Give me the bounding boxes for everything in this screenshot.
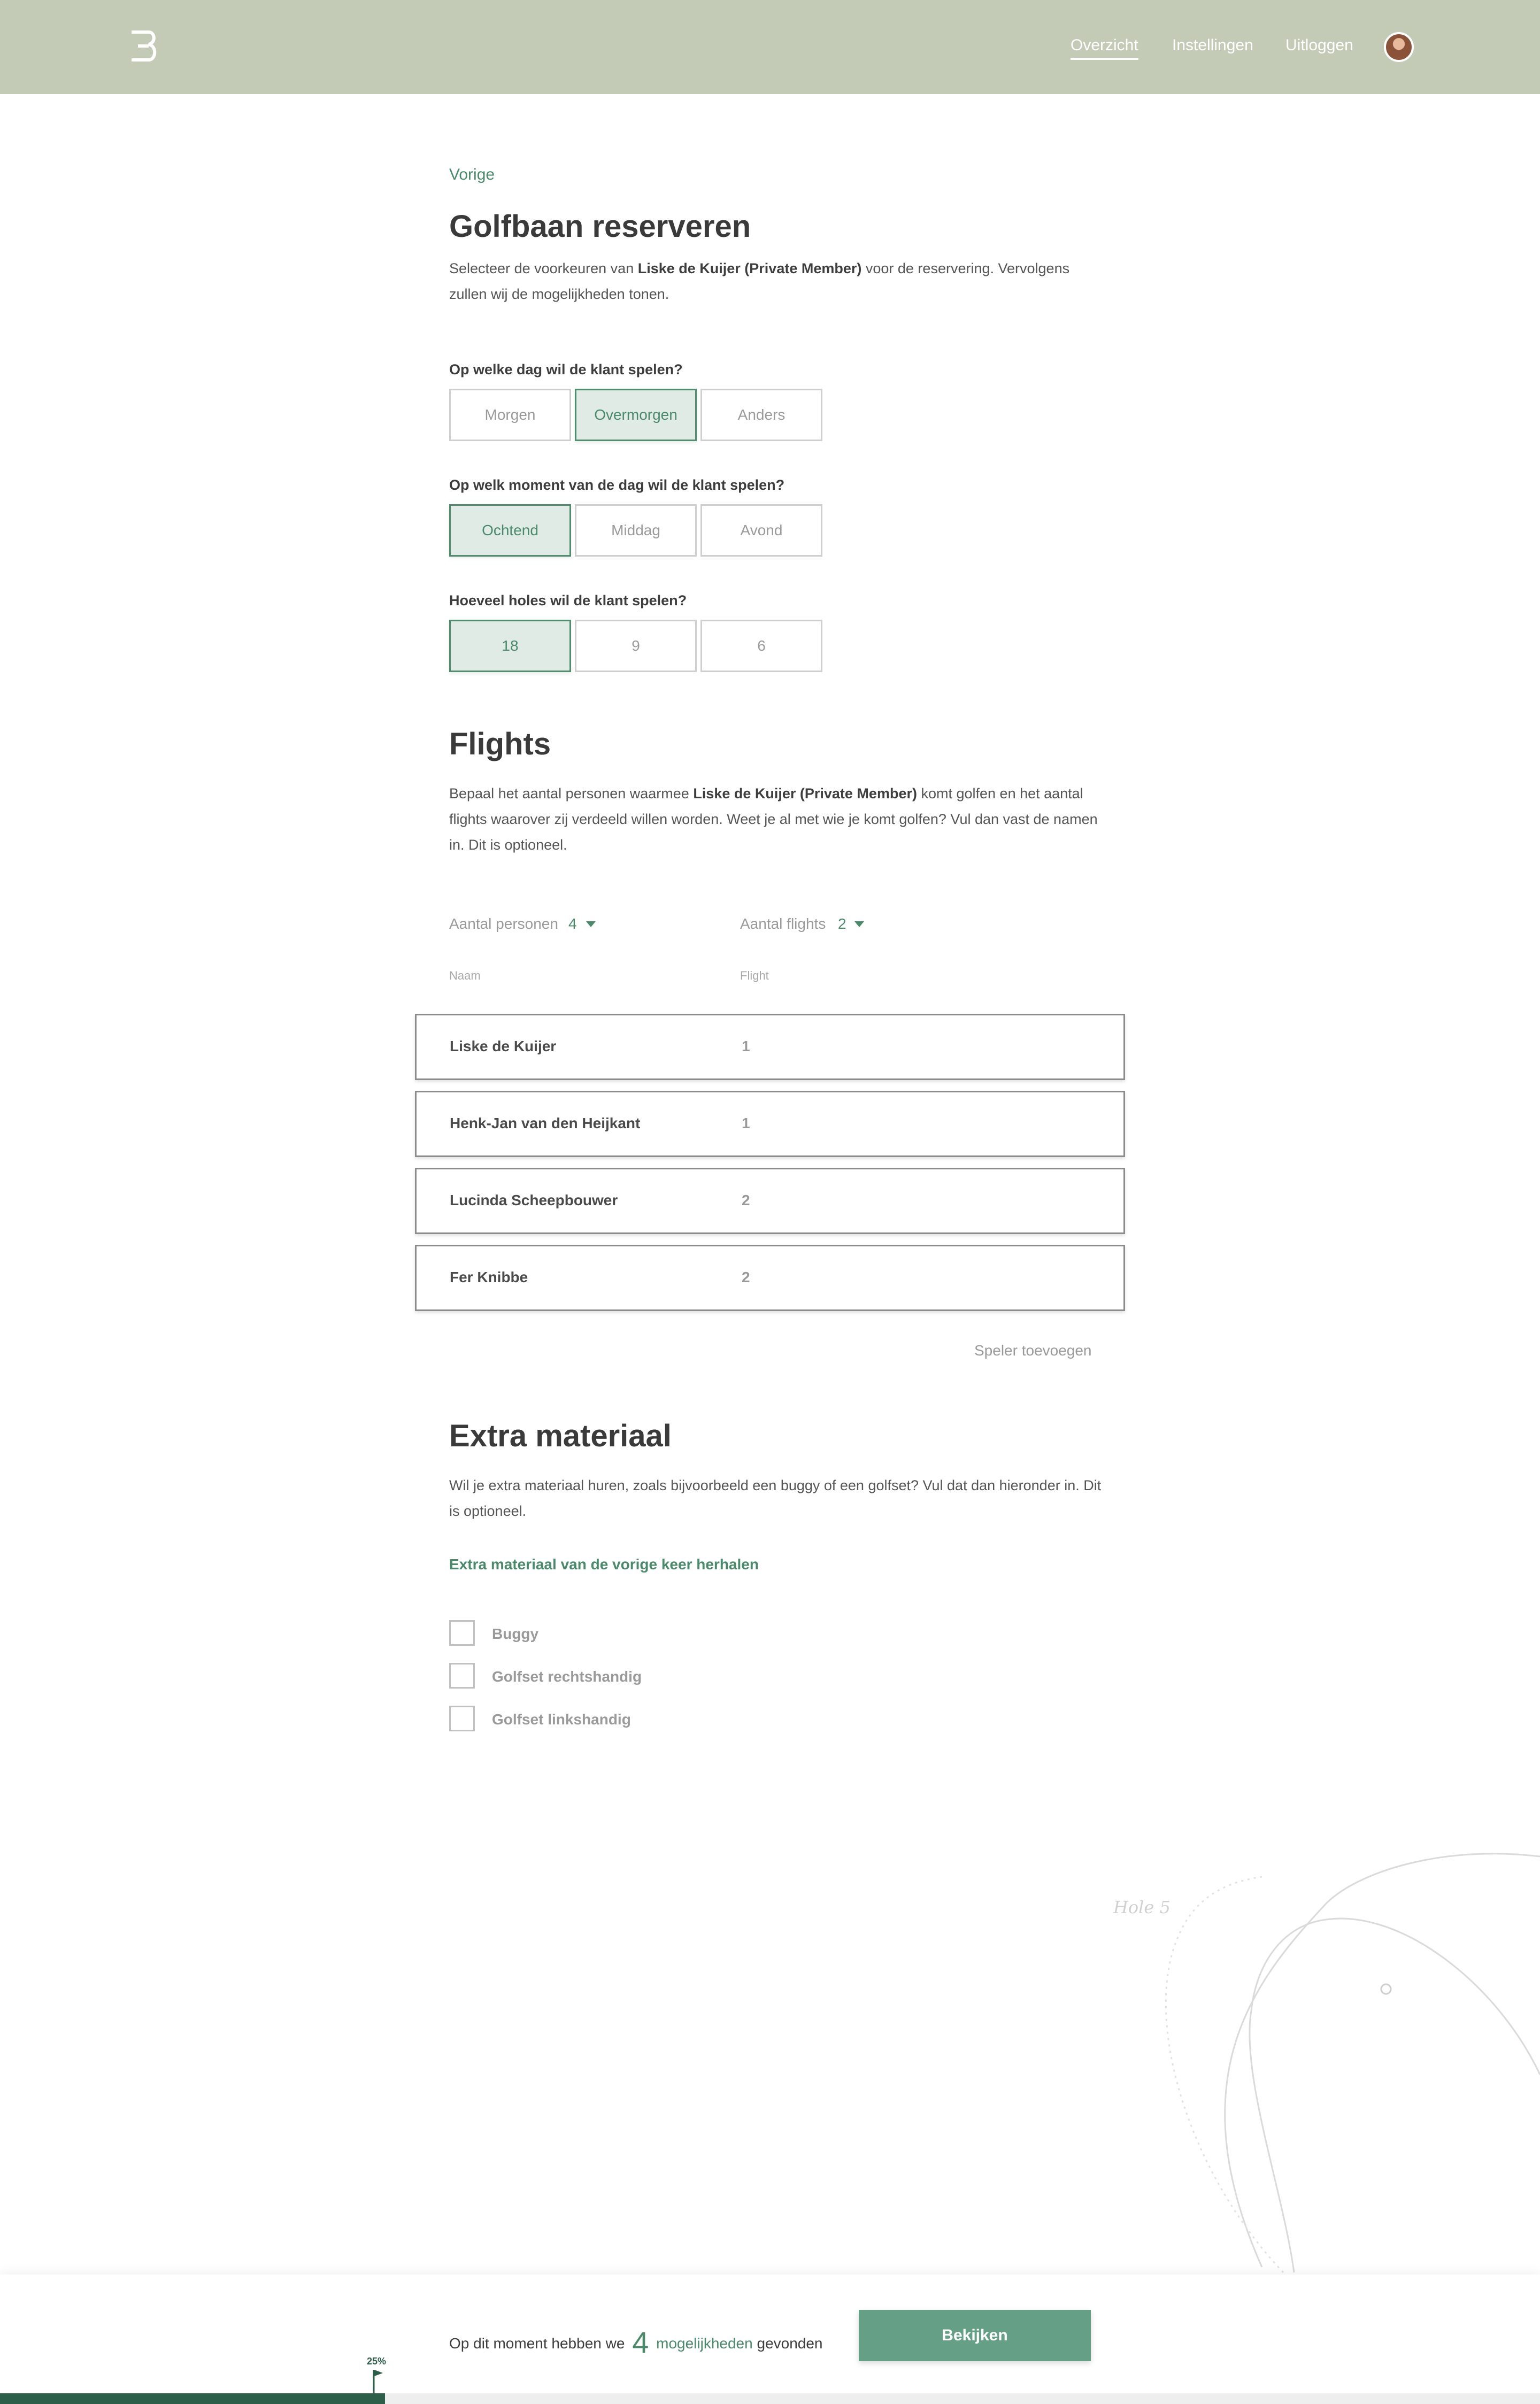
player-row[interactable] bbox=[415, 1245, 1125, 1311]
question-day: Op welke dag wil de klant spelen? bbox=[449, 361, 683, 377]
reservation-intro: Selecteer de voorkeuren van Liske de Kuijer (Private Member) voor de reservering. Vervolgens zullen wij de mogelijkheden tonen. bbox=[449, 260, 1070, 302]
back-link[interactable]: Vorige bbox=[449, 166, 495, 183]
checkbox-label-golfset-left[interactable]: Golfset linkshandig bbox=[492, 1711, 631, 1728]
player-flight[interactable]: 1 bbox=[742, 1115, 750, 1131]
checkbox-buggy[interactable] bbox=[449, 1620, 475, 1646]
hole-label: Hole 5 bbox=[1113, 1897, 1171, 1917]
option-ochtend[interactable]: Ochtend bbox=[449, 504, 571, 557]
results-bar bbox=[0, 2275, 1540, 2404]
player-row[interactable] bbox=[415, 1091, 1125, 1157]
flights-intro: Bepaal het aantal personen waarmee Liske de Kuijer (Private Member) komt golfen en het aantal flights waarover zij verdeeld willen worden. Weet je al met wie je komt golfen? Vul dan vast de namen in. Dit is optioneel. bbox=[449, 785, 1098, 853]
player-name[interactable]: Liske de Kuijer bbox=[450, 1038, 557, 1054]
flag-icon bbox=[372, 2369, 385, 2393]
option-overmorgen[interactable]: Overmorgen bbox=[575, 389, 697, 441]
page-title: Golfbaan reserveren bbox=[449, 209, 751, 244]
checkbox-label-golfset-right[interactable]: Golfset rechtshandig bbox=[492, 1668, 642, 1685]
repeat-material-link[interactable]: Extra materiaal van de vorige keer herhalen bbox=[449, 1556, 759, 1573]
flights-title: Flights bbox=[449, 727, 551, 761]
extra-intro: Wil je extra materiaal huren, zoals bijvoorbeeld een buggy of een golfset? Vul dat dan hieronder in. Dit is optioneel. bbox=[449, 1477, 1102, 1519]
b-logo-icon[interactable] bbox=[128, 30, 160, 62]
results-summary: Op dit moment hebben we 4 mogelijkheden gevonden bbox=[449, 2325, 823, 2359]
column-header-flight: Flight bbox=[740, 969, 769, 982]
column-header-name: Naam bbox=[449, 969, 481, 982]
top-navbar bbox=[0, 0, 1540, 94]
persons-dropdown[interactable]: 4 bbox=[568, 915, 577, 932]
nav-overzicht[interactable]: Overzicht bbox=[1071, 36, 1138, 60]
option-9-holes[interactable]: 9 bbox=[575, 620, 697, 672]
player-name[interactable]: Henk-Jan van den Heijkant bbox=[450, 1115, 641, 1131]
player-flight[interactable]: 1 bbox=[742, 1038, 750, 1054]
player-row[interactable] bbox=[415, 1014, 1125, 1080]
progress-label: 25% bbox=[367, 2356, 387, 2367]
view-results-button[interactable]: Bekijken bbox=[859, 2310, 1091, 2361]
option-morgen[interactable]: Morgen bbox=[449, 389, 571, 441]
player-flight[interactable]: 2 bbox=[742, 1192, 750, 1208]
chevron-down-icon[interactable] bbox=[586, 921, 596, 927]
results-count: 4 bbox=[632, 2325, 649, 2359]
flights-count-label: Aantal flights bbox=[740, 915, 826, 932]
progress-bar bbox=[0, 2393, 385, 2404]
option-avond[interactable]: Avond bbox=[700, 504, 822, 557]
persons-label: Aantal personen bbox=[449, 915, 558, 932]
player-row[interactable] bbox=[415, 1168, 1125, 1234]
nav-instellingen[interactable]: Instellingen bbox=[1172, 36, 1253, 54]
checkbox-label-buggy[interactable]: Buggy bbox=[492, 1625, 539, 1642]
option-anders[interactable]: Anders bbox=[700, 389, 822, 441]
flights-dropdown[interactable]: 2 bbox=[838, 915, 846, 932]
player-name[interactable]: Lucinda Scheepbouwer bbox=[450, 1192, 618, 1208]
add-player-link[interactable]: Speler toevoegen bbox=[974, 1342, 1092, 1359]
question-holes: Hoeveel holes wil de klant spelen? bbox=[449, 592, 687, 608]
player-flight[interactable]: 2 bbox=[742, 1269, 750, 1285]
option-18-holes[interactable]: 18 bbox=[449, 620, 571, 672]
golf-hole-map-icon bbox=[1123, 1850, 1540, 2278]
option-6-holes[interactable]: 6 bbox=[700, 620, 822, 672]
nav-uitloggen[interactable]: Uitloggen bbox=[1285, 36, 1353, 54]
user-avatar[interactable] bbox=[1384, 32, 1414, 62]
question-moment: Op welk moment van de dag wil de klant spelen? bbox=[449, 477, 785, 493]
checkbox-golfset-left[interactable] bbox=[449, 1706, 475, 1731]
chevron-down-icon[interactable] bbox=[854, 921, 864, 927]
option-middag[interactable]: Middag bbox=[575, 504, 697, 557]
player-name[interactable]: Fer Knibbe bbox=[450, 1269, 528, 1285]
checkbox-golfset-right[interactable] bbox=[449, 1663, 475, 1689]
extra-title: Extra materiaal bbox=[449, 1419, 672, 1453]
